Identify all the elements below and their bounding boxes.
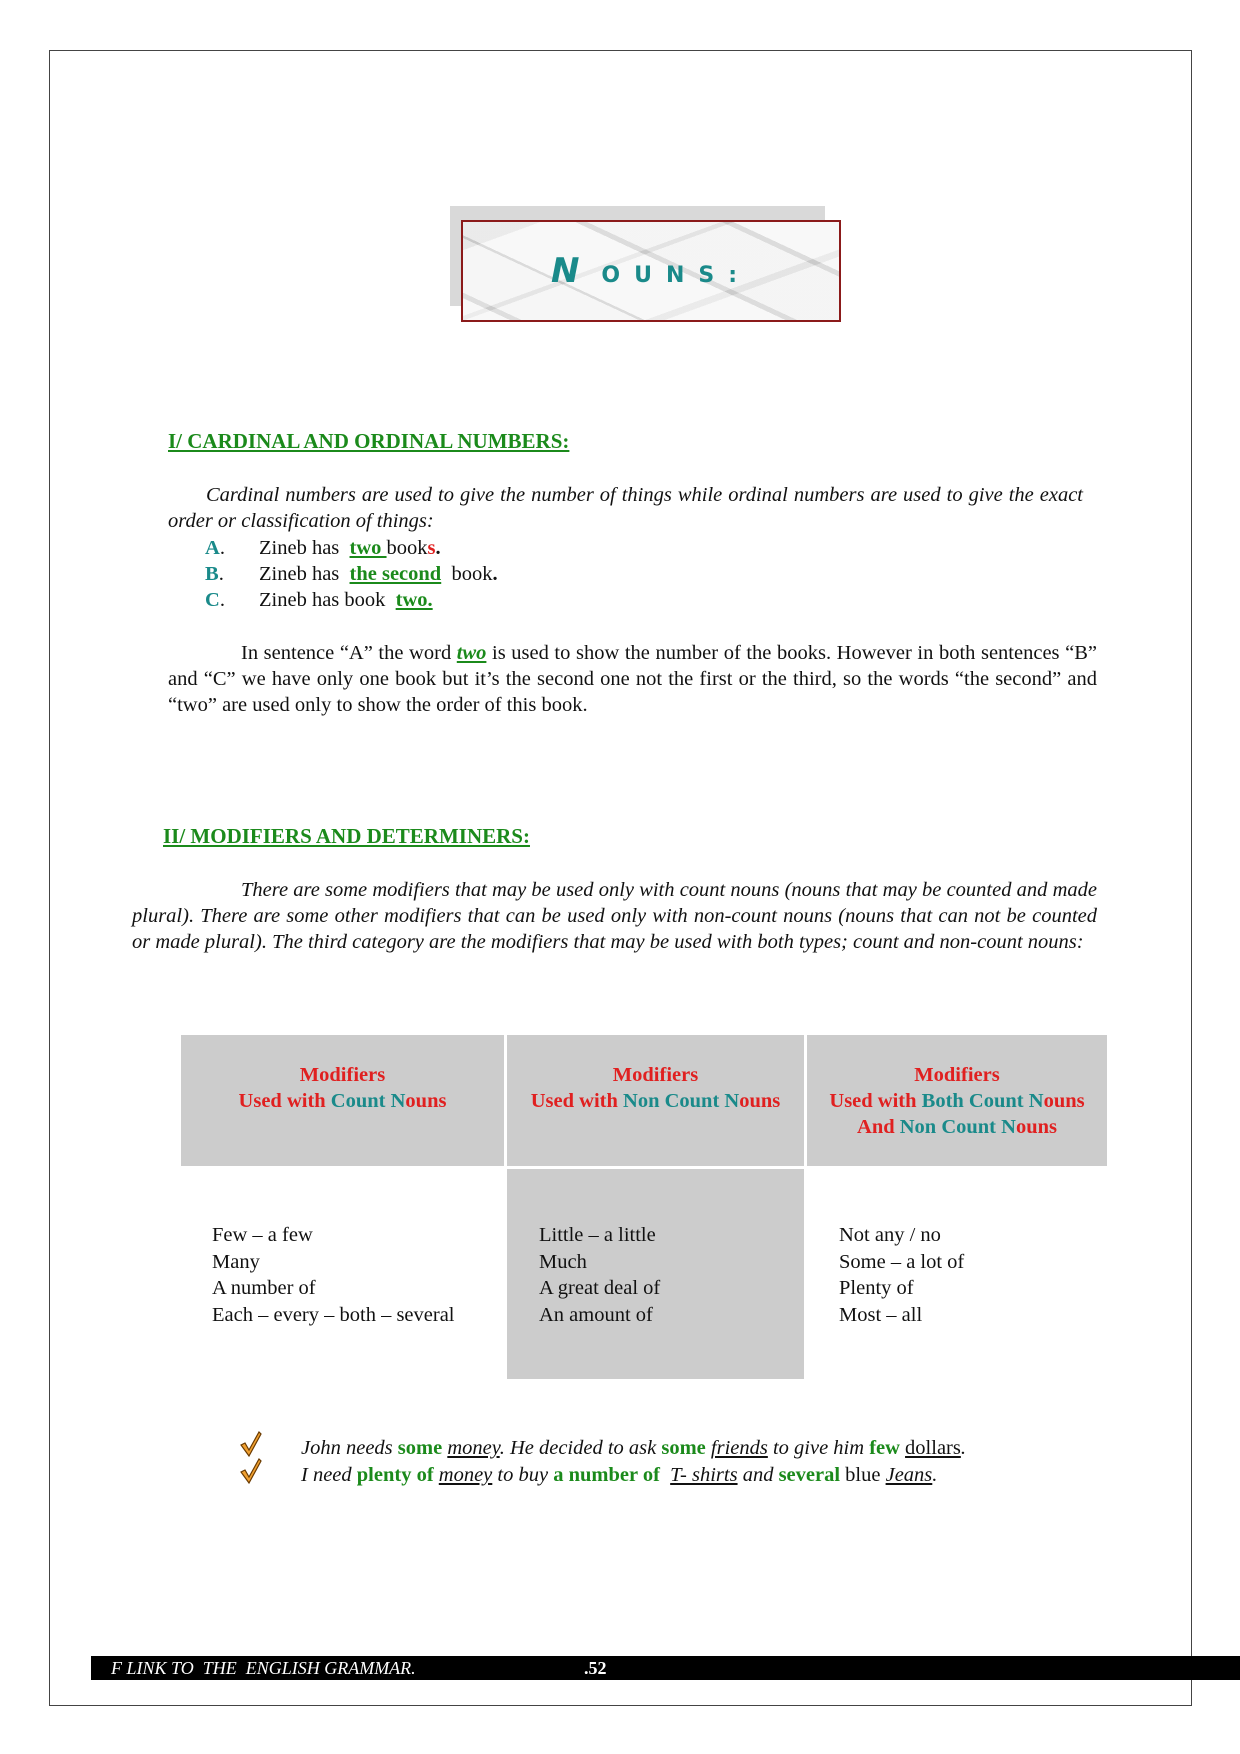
item-letter: C [205, 589, 220, 611]
header-line: Modifiers [914, 1064, 1000, 1086]
ex-modifier: some [661, 1437, 706, 1459]
ex-part: . He decided to ask [499, 1437, 662, 1459]
example-sentence-1 [301, 1435, 966, 1461]
example-sentence-2 [301, 1462, 937, 1488]
ex-modifier: a number of [553, 1464, 660, 1486]
ex-modifier: some [397, 1437, 443, 1459]
list-item: An amount of [539, 1303, 653, 1326]
ex-noun: T- shirts [670, 1464, 738, 1486]
section1-intro: Cardinal numbers are used to give the number of things while ordinal numbers are used to give the exact order or classification of things: [168, 484, 1083, 532]
list-item: Plenty of [839, 1277, 914, 1299]
list-item: Much [539, 1250, 587, 1273]
header-line: Modifiers [612, 1064, 699, 1086]
ex-part [660, 1464, 670, 1486]
item-letter: B [205, 563, 219, 585]
ex-modifier: few [869, 1437, 900, 1459]
ex-part: blue [840, 1464, 886, 1486]
item-highlight: two. [395, 589, 433, 611]
header-line: Modifiers [299, 1064, 386, 1086]
ex-part: . [932, 1464, 938, 1486]
header-part: Used with [829, 1090, 922, 1112]
list-item: Each – every – both – several [212, 1303, 455, 1326]
header-part: ouns [1015, 1116, 1057, 1138]
ex-modifier: plenty of [356, 1464, 434, 1486]
header-part: N [724, 1090, 740, 1112]
header-part: And [857, 1116, 900, 1138]
header-part: N [390, 1090, 406, 1112]
count-modifiers-list [212, 1222, 455, 1328]
list-item: Few – a few [212, 1224, 313, 1246]
list-item: A number of [212, 1277, 316, 1299]
ex-part: and [737, 1464, 779, 1486]
item-highlight: the second [349, 563, 442, 585]
header-part: Both Count [921, 1090, 1029, 1112]
item-post: book [386, 537, 428, 559]
list-item: A great deal of [539, 1277, 661, 1299]
list-item: Little – a little [539, 1224, 656, 1246]
section2-heading: II/ MODIFIERS AND DETERMINERS: [163, 824, 530, 848]
ex-noun: dollars [905, 1437, 961, 1459]
footer-bar [91, 1656, 1240, 1680]
both-modifiers-list [839, 1222, 964, 1328]
title-box [461, 220, 841, 322]
item-highlight: two [349, 537, 387, 559]
item-suffix: s [427, 537, 436, 559]
header-part: N [1001, 1116, 1016, 1138]
table-header-noncount [507, 1062, 804, 1114]
ex-part: John needs [301, 1437, 398, 1459]
header-part: ouns [405, 1090, 447, 1112]
title-rest: OUNS: [601, 263, 752, 288]
section2-intro: There are some modifiers that may be used only with count nouns (nouns that may be counted and made plural). There are some other modifiers that can be used only with non-count nouns (nouns that can not be counted or made plural). The third category are the modifiers that may be used with both types; count and non-count nouns: [132, 879, 1097, 953]
table-header-both [807, 1062, 1107, 1140]
header-part: Used with [530, 1090, 624, 1112]
explanation-post: is used to show the number of the books. However in both sentences “B” and “C” we have only one book but it’s the second one not the first or the third, so the words “the second” and “two” are used only to show the order of this book. [168, 642, 1097, 716]
ex-noun: Jeans [885, 1464, 933, 1486]
item-text: Zineb has [259, 537, 340, 559]
checkmark-icon [240, 1431, 262, 1457]
item-text: Zineb has [259, 563, 340, 585]
item-letter: A [205, 537, 220, 559]
item-post: book [446, 563, 493, 585]
list-item: Not any / no [839, 1224, 941, 1246]
ex-modifier: several [778, 1464, 841, 1486]
header-part: Used with [238, 1090, 331, 1112]
ex-part: I need [301, 1464, 357, 1486]
header-part: Non Count [899, 1116, 1002, 1138]
item-text: Zineb has book [259, 589, 386, 611]
title-first-letter: N [550, 251, 602, 291]
page-title [551, 251, 751, 291]
ex-noun: friends [710, 1437, 768, 1459]
item-end: . [492, 563, 498, 585]
header-part: ouns [739, 1090, 781, 1112]
header-part: N [1028, 1090, 1044, 1112]
ex-part: to buy [492, 1464, 554, 1486]
ex-noun: money [438, 1464, 493, 1486]
header-part: Non Count [623, 1090, 725, 1112]
ex-noun: money [447, 1437, 500, 1459]
footer-title: F LINK TO THE ENGLISH GRAMMAR. [111, 1658, 416, 1678]
section1-explanation [168, 640, 1097, 718]
explanation-pre: In sentence “A” the word [241, 642, 457, 664]
section1-heading: I/ CARDINAL AND ORDINAL NUMBERS: [168, 429, 570, 453]
ex-part: to give him [767, 1437, 870, 1459]
item-end: . [435, 537, 441, 559]
list-item: Some – a lot of [839, 1250, 965, 1273]
header-part: ouns [1043, 1090, 1085, 1112]
header-part: Count [330, 1090, 391, 1112]
ex-part: . [960, 1437, 966, 1459]
table-header-count [181, 1062, 504, 1114]
page-number: .52 [584, 1658, 607, 1678]
explanation-word: two [456, 642, 487, 664]
checkmark-icon [240, 1458, 262, 1484]
list-item: Many [212, 1250, 260, 1273]
noncount-modifiers-list [539, 1222, 660, 1328]
list-item: Most – all [839, 1303, 923, 1326]
